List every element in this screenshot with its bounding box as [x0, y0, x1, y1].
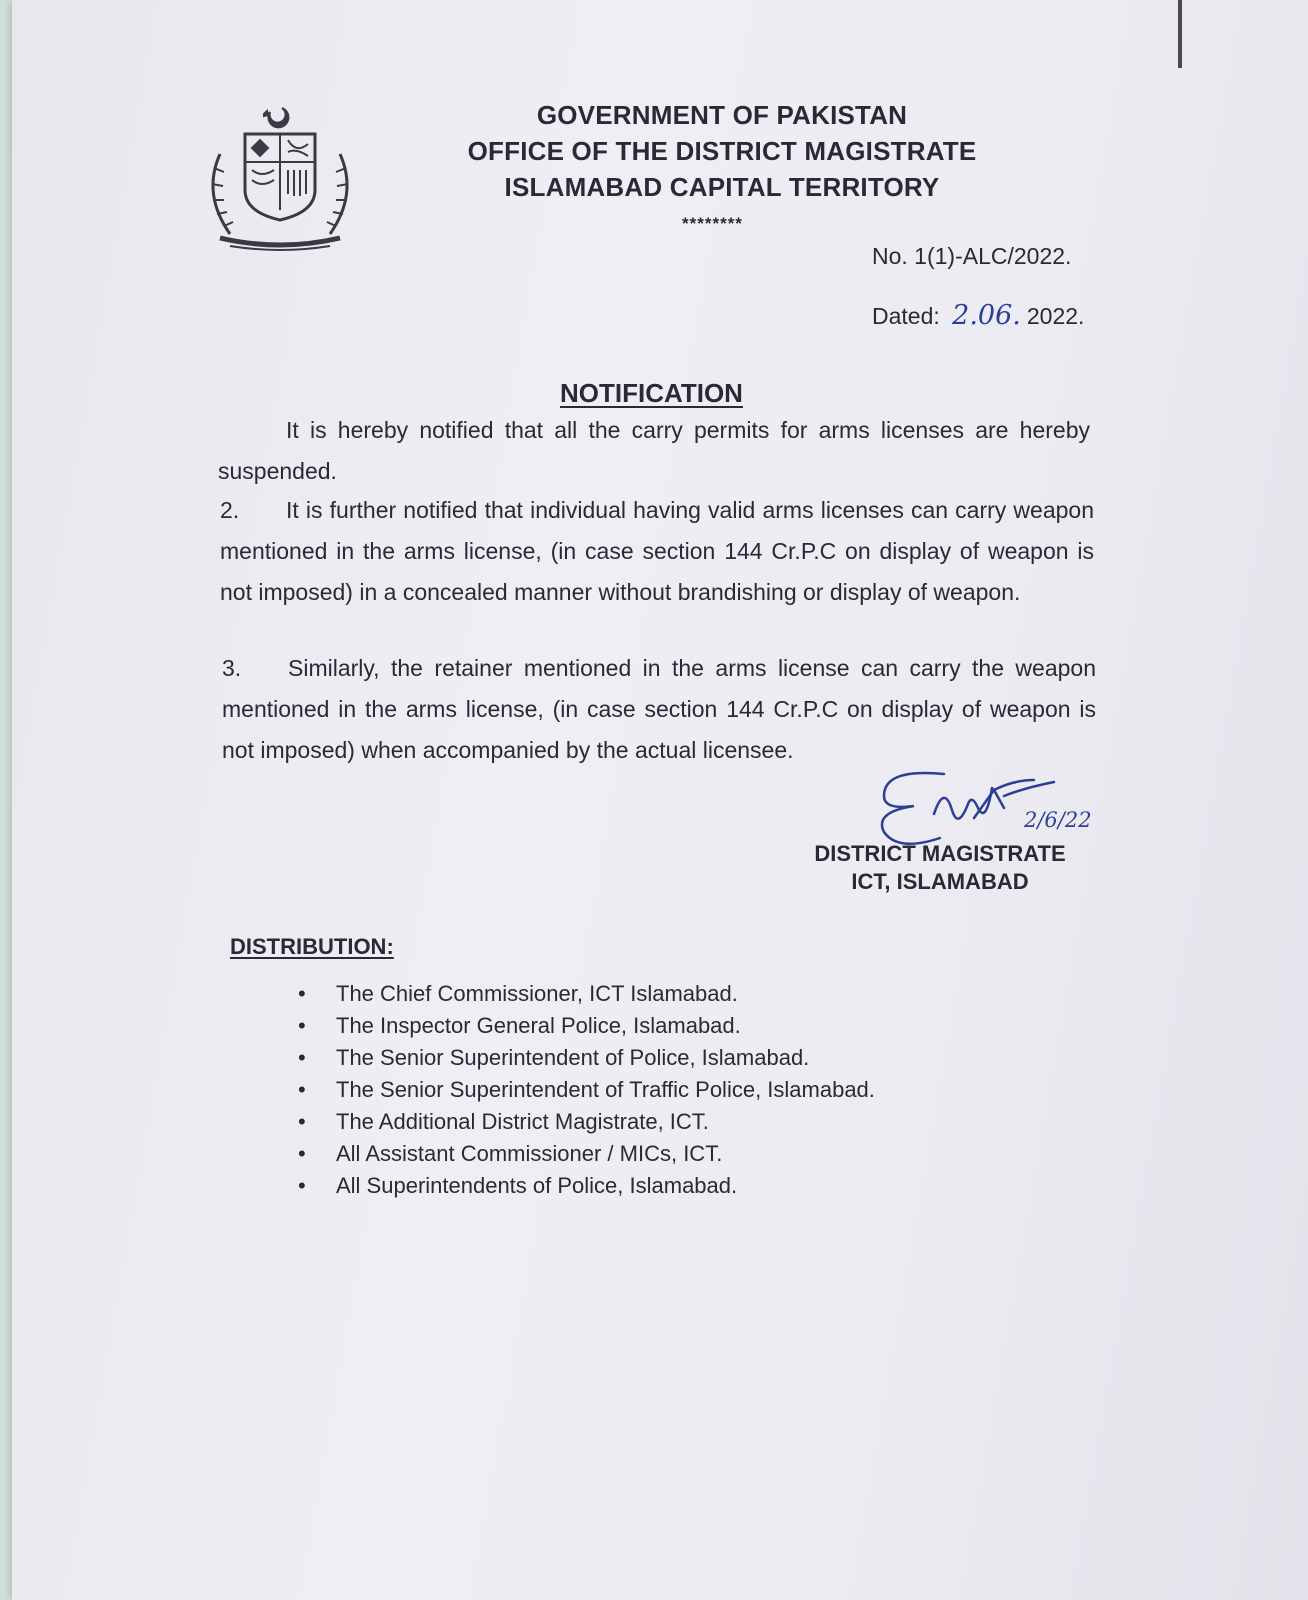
paragraph-2: [220, 490, 1094, 613]
list-item: [298, 1138, 875, 1170]
signatory-line-2: ICT, ISLAMABAD: [851, 869, 1029, 894]
bullet-icon: •: [298, 1109, 306, 1134]
paragraph-text: Similarly, the retainer mentioned in the arms license can carry the weapon mentioned in the arms license, (in case section 144 Cr.P.C on display of weapon is not imposed) when accompanied by the actual licensee.: [222, 655, 1096, 763]
list-item: [298, 1106, 875, 1138]
distribution-item: The Senior Superintendent of Traffic Police, Islamabad.: [336, 1077, 875, 1102]
paragraph-number: 3.: [222, 655, 242, 681]
list-item: [298, 1010, 875, 1042]
paper-edge-mark: [1178, 0, 1182, 68]
signature-date: 2/6/22: [1024, 808, 1092, 832]
signature-scribble: [874, 766, 1104, 846]
notification-title: NOTIFICATION: [560, 378, 743, 408]
header-line-1: GOVERNMENT OF PAKISTAN: [536, 100, 908, 130]
distribution-item: The Additional District Magistrate, ICT.: [336, 1109, 709, 1134]
dated-year: 2022.: [1026, 303, 1085, 329]
distribution-heading: DISTRIBUTION:: [230, 934, 394, 959]
list-item: [298, 1170, 875, 1202]
distribution-item: The Senior Superintendent of Police, Islamabad.: [336, 1045, 810, 1070]
signatory-title: [800, 840, 1080, 896]
signatory-line-1: DISTRICT MAGISTRATE: [814, 841, 1066, 866]
reference-number: No. 1(1)-ALC/2022.: [872, 243, 1072, 269]
distribution-item: The Chief Commissioner, ICT Islamabad.: [336, 981, 738, 1006]
bullet-icon: •: [298, 1141, 306, 1166]
bullet-icon: •: [298, 981, 306, 1006]
dated-label: Dated:: [872, 303, 940, 329]
header-line-3: ISLAMABAD CAPITAL TERRITORY: [504, 172, 940, 202]
reference-date: [872, 300, 1084, 331]
bullet-icon: •: [298, 1173, 306, 1198]
dated-handwritten: 2.06.: [952, 300, 1021, 331]
paragraph-1: [218, 410, 1090, 492]
list-item: [298, 1074, 875, 1106]
distribution-item: All Assistant Commissioner / MICs, ICT.: [336, 1141, 723, 1166]
paragraph-text: It is hereby notified that all the carry permits for arms licenses are hereby suspended.: [218, 417, 1090, 484]
paragraph-text: It is further notified that individual having valid arms licenses can carry weapon mentioned in the arms license, (in case section 144 Cr.P.C on display of weapon is not imposed) in a concealed manner without brandishing or display of weapon.: [220, 497, 1094, 605]
distribution-item: The Inspector General Police, Islamabad.: [336, 1013, 741, 1038]
document-page: [12, 0, 1308, 1600]
header-line-2: OFFICE OF THE DISTRICT MAGISTRATE: [467, 136, 977, 166]
bullet-icon: •: [298, 1077, 306, 1102]
bullet-icon: •: [298, 1045, 306, 1070]
bullet-icon: •: [298, 1013, 306, 1038]
state-emblem-icon: [200, 104, 360, 254]
distribution-item: All Superintendents of Police, Islamabad.: [336, 1173, 738, 1198]
header-separator: ********: [682, 214, 743, 233]
list-item: [298, 978, 875, 1010]
list-item: [298, 1042, 875, 1074]
distribution-list: [298, 978, 875, 1202]
paragraph-3: [222, 648, 1096, 771]
paragraph-number: 2.: [220, 497, 240, 523]
